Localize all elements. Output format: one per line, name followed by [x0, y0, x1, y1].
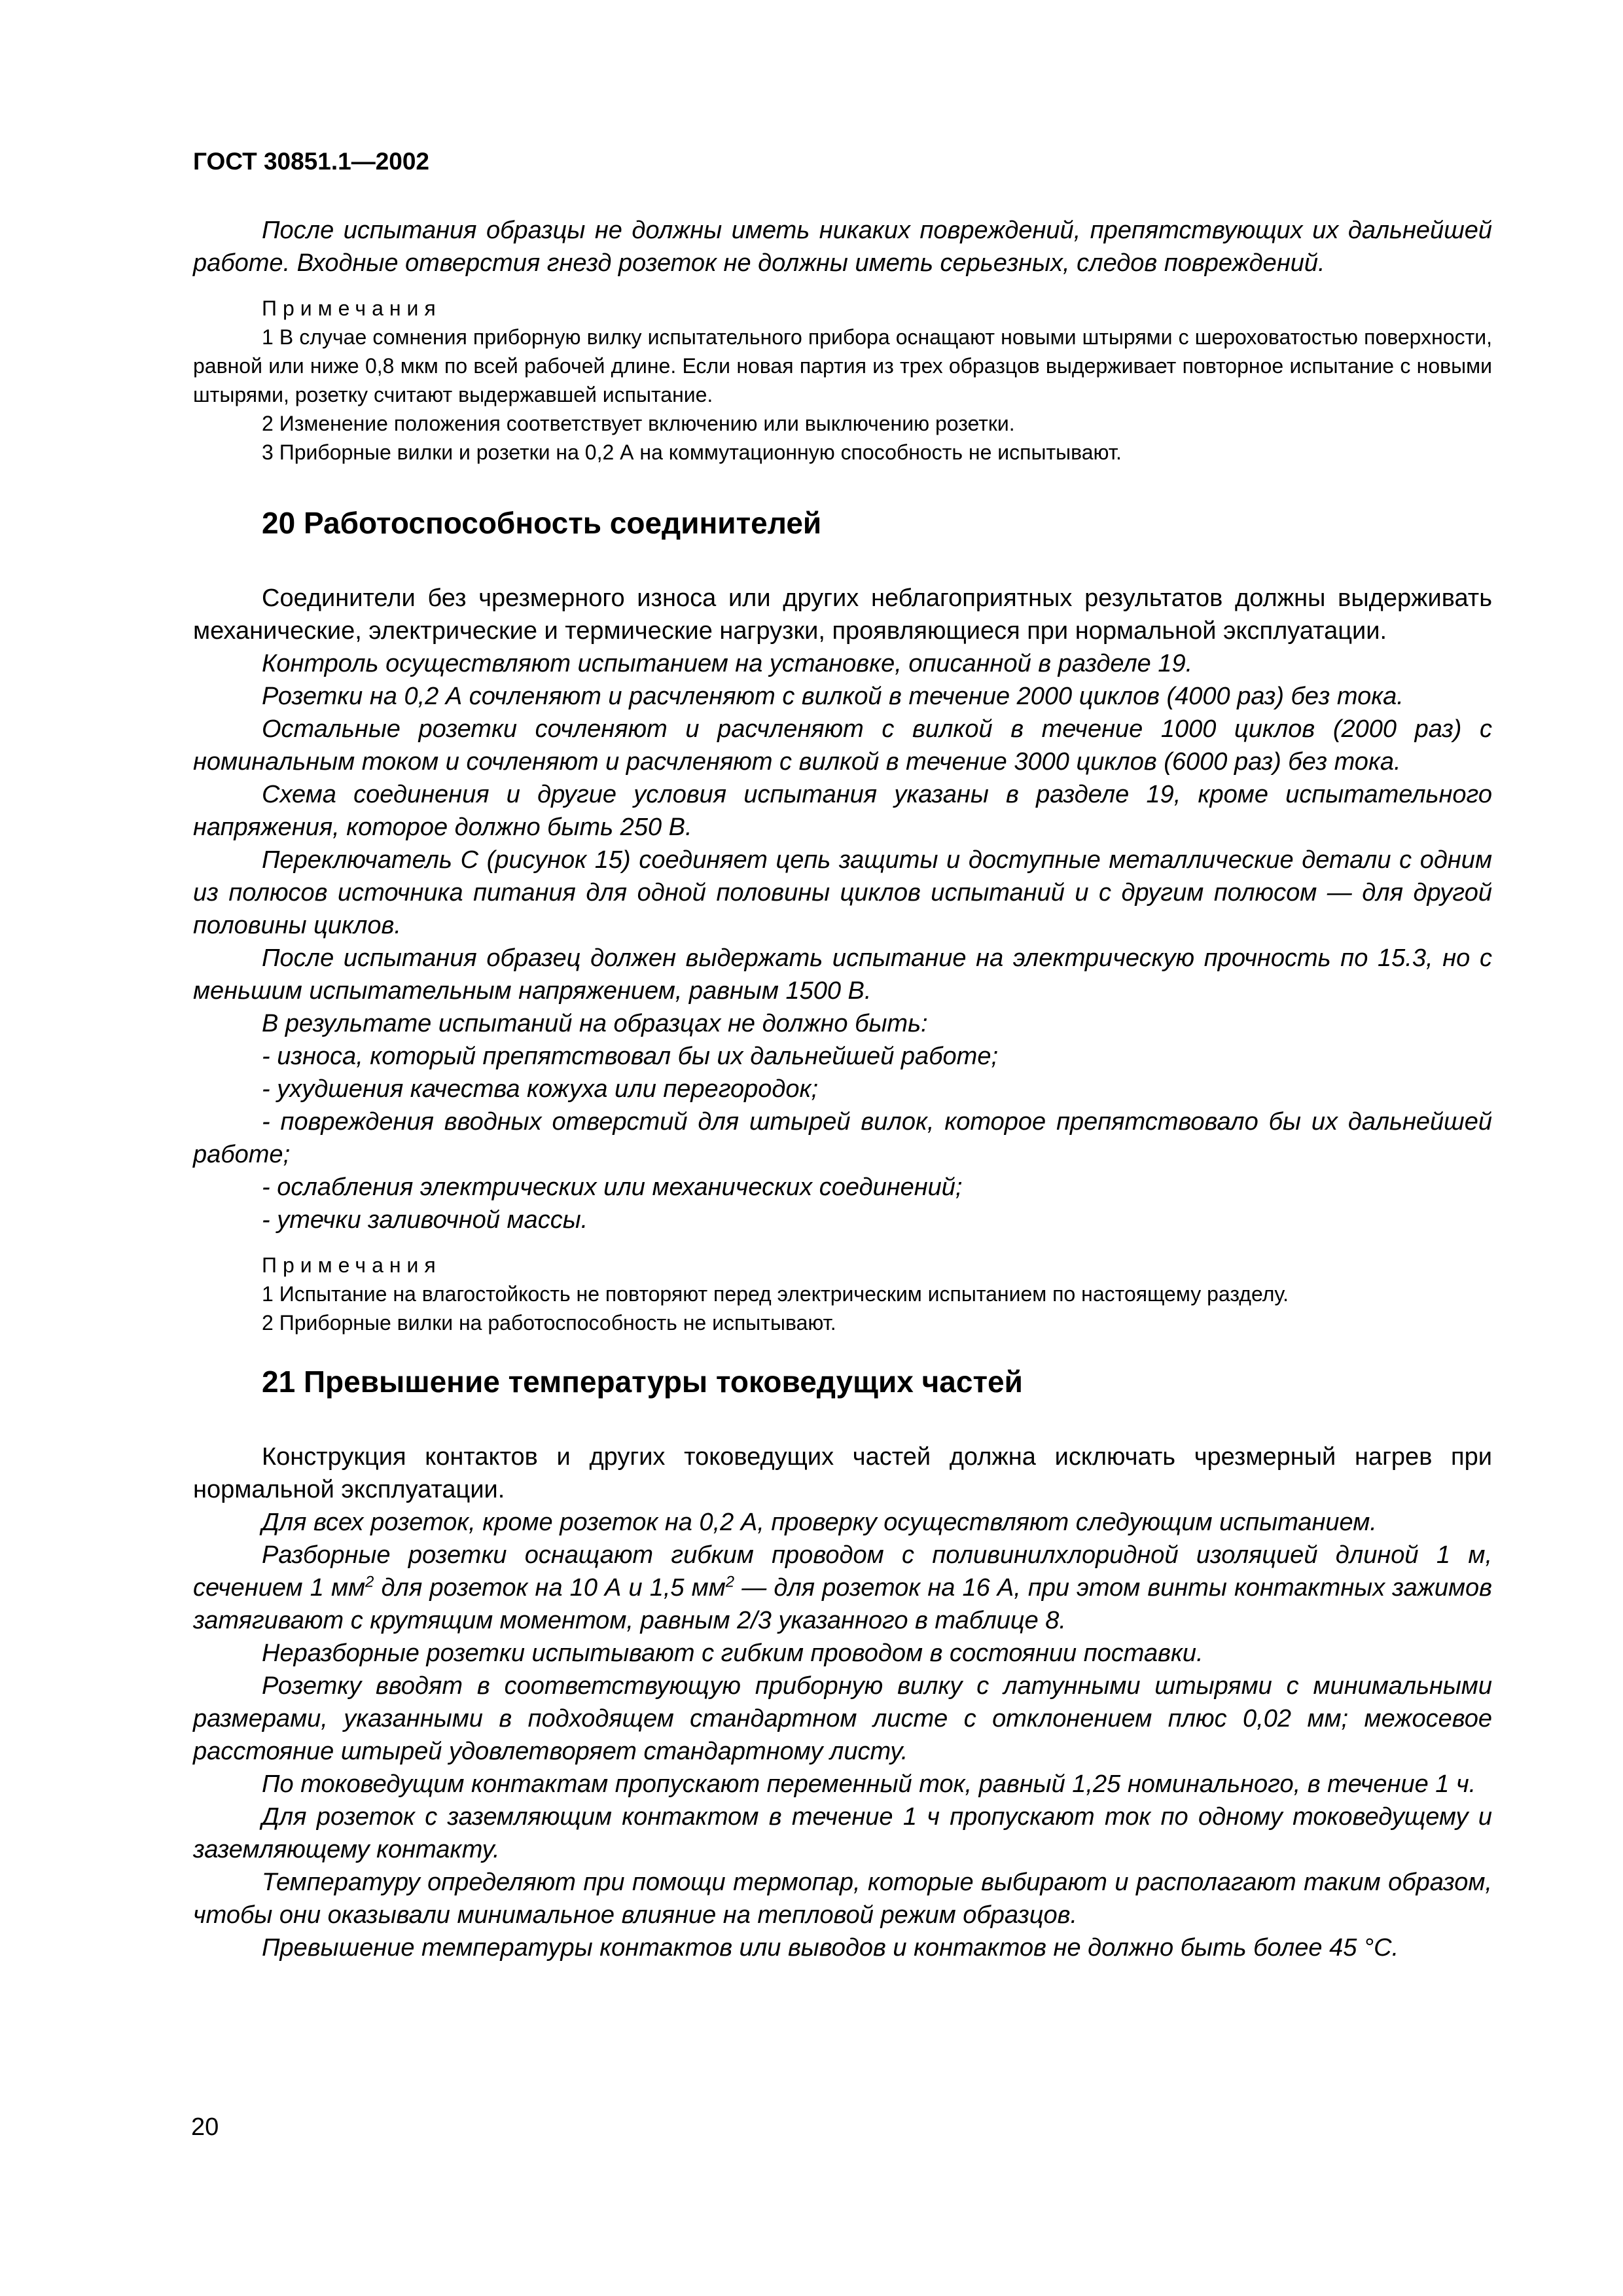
note-item: 1 Испытание на влагостойкость не повторяют перед электрическим испытанием по настоящему разделу. [262, 1282, 1289, 1306]
text-run: — для розеток на 16 А, при этом винты контактных зажимов затягивают с крутящим моментом, равным 2/3 указанного в таблице 8. [193, 1574, 1492, 1634]
superscript: 2 [365, 1573, 374, 1591]
list-item: - износа, который препятствовал бы их дальнейшей работе; [262, 1043, 999, 1070]
paragraph: После испытания образцы не должны иметь никаких повреждений, препятствующих их дальнейшей работе. Входные отверстия гнезд розеток не должны иметь серьезных, следов повреждений. [193, 217, 1492, 277]
list-item: - ухудшения качества кожуха или перегородок; [262, 1075, 819, 1103]
paragraph [193, 1539, 1492, 1637]
paragraph: Для всех розеток, кроме розеток на 0,2 А, проверку осуществляют следующим испытанием. [262, 1509, 1377, 1536]
section-heading-20: 20 Работоспособность соединителей [262, 506, 822, 540]
text-run: Разборные розетки оснащают гибким проводом с поливинилхлоридной изоляцией длиной 1 м, сечением 1 мм [193, 1541, 1492, 1602]
page-number: 20 [191, 2113, 219, 2141]
paragraph: Розетку вводят в соответствующую приборную вилку с латунными штырями с минимальными размерами, указанными в подходящем стандартном листе с отклонением плюс 0,02 мм; межосевое расстояние штырей удовлетворяет стандартному листу. [193, 1672, 1492, 1765]
notes-title: Примечания [262, 1253, 442, 1277]
page-content [193, 147, 1492, 1964]
section-heading-21: 21 Превышение температуры токоведущих частей [262, 1365, 1023, 1399]
paragraph: По токоведущим контактам пропускают переменный ток, равный 1,25 номинального, в течение 1 ч. [262, 1770, 1476, 1798]
paragraph: Контроль осуществляют испытанием на установке, описанной в разделе 19. [262, 650, 1193, 677]
note-item: 2 Изменение положения соответствует включению или выключению розетки. [262, 412, 1015, 435]
paragraph: Переключатель С (рисунок 15) соединяет цепь защиты и доступные металлические детали с одним из полюсов источника питания для одной половины циклов испытаний и с другим полюсом — для другой половины циклов. [193, 846, 1492, 939]
paragraph: Схема соединения и другие условия испытания указаны в разделе 19, кроме испытательного напряжения, которое должно быть 250 В. [193, 781, 1492, 841]
text-run: для розеток на 10 А и 1,5 мм [374, 1574, 726, 1602]
list-item: - утечки заливочной массы. [262, 1206, 588, 1234]
paragraph: В результате испытаний на образцах не должно быть: [262, 1010, 928, 1037]
note-item: 1 В случае сомнения приборную вилку испытательного прибора оснащают новыми штырями с шероховатостью поверхности, равной или ниже 0,8 мкм по всей рабочей длине. Если новая партия из трех образцов выдерживает повторное испытание с новыми штырями, розетку считают выдержавшей испытание. [193, 325, 1492, 406]
note-item: 2 Приборные вилки на работоспособность не испытывают. [262, 1311, 836, 1335]
list-item: - ослабления электрических или механических соединений; [262, 1174, 963, 1201]
notes-title: Примечания [262, 296, 442, 320]
paragraph: После испытания образец должен выдержать испытание на электрическую прочность по 15.3, но с меньшим испытательным напряжением, равным 1500 В. [193, 944, 1492, 1005]
paragraph: Превышение температуры контактов или выводов и контактов не должно быть более 45 °С. [262, 1934, 1399, 1962]
paragraph: Неразборные розетки испытывают с гибким проводом в состоянии поставки. [262, 1640, 1204, 1667]
paragraph: Розетки на 0,2 А сочленяют и расчленяют с вилкой в течение 2000 циклов (4000 раз) без тока. [262, 683, 1404, 710]
paragraph: Конструкция контактов и других токоведущих частей должна исключать чрезмерный нагрев при нормальной эксплуатации. [193, 1443, 1492, 1503]
paragraph: Для розеток с заземляющим контактом в течение 1 ч пропускают ток по одному токоведущему и заземляющему контакту. [193, 1803, 1492, 1863]
paragraph: Соединители без чрезмерного износа или других неблагоприятных результатов должны выдерживать механические, электрические и термические нагрузки, проявляющиеся при нормальной эксплуатации. [193, 584, 1492, 645]
notes-block [193, 294, 1492, 467]
paragraph: Остальные розетки сочленяют и расчленяют с вилкой в течение 1000 циклов (2000 раз) с номинальным током и сочленяют и расчленяют с вилкой в течение 3000 циклов (6000 раз) без тока. [193, 715, 1492, 776]
superscript: 2 [725, 1573, 735, 1591]
list-item: - повреждения вводных отверстий для штырей вилок, которое препятствовало бы их дальнейшей работе; [193, 1108, 1492, 1168]
document-header: ГОСТ 30851.1—2002 [193, 148, 430, 175]
notes-block [193, 1251, 1492, 1337]
note-item: 3 Приборные вилки и розетки на 0,2 А на коммутационную способность не испытывают. [262, 440, 1122, 464]
paragraph: Температуру определяют при помощи термопар, которые выбирают и располагают таким образом, чтобы они оказывали минимальное влияние на тепловой режим образцов. [193, 1869, 1492, 1929]
